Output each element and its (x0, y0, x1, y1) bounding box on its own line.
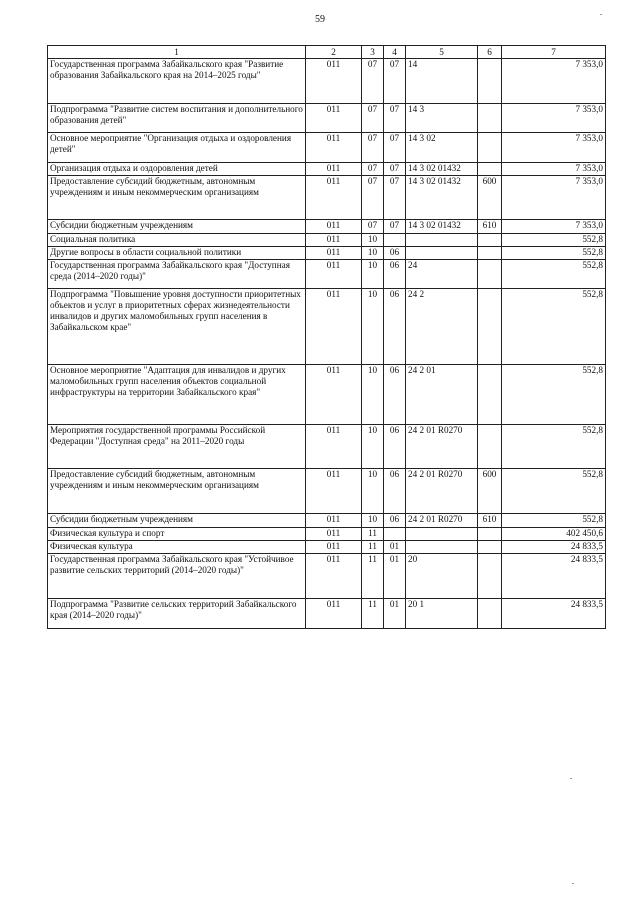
row-sum: 552,8 (502, 289, 606, 365)
table-row (48, 528, 606, 541)
row-admin-code: 011 (306, 469, 362, 514)
row-admin-code: 011 (306, 59, 362, 104)
row-expense-type: 600 (478, 469, 502, 514)
table-row (48, 163, 606, 176)
row-subsection-code: 07 (384, 59, 406, 104)
row-admin-code: 011 (306, 599, 362, 629)
row-admin-code: 011 (306, 104, 362, 133)
row-sum: 7 353,0 (502, 133, 606, 163)
row-section-code: 11 (362, 599, 384, 629)
row-admin-code: 011 (306, 220, 362, 234)
row-name: Предоставление субсидий бюджетным, автономным учреждениям и иным некоммерческим организациям (48, 469, 306, 514)
row-name: Мероприятия государственной программы Российской Федерации "Доступная среда" на 2011–2020 годы (48, 425, 306, 469)
row-expense-type: 600 (478, 176, 502, 220)
row-subsection-code: 06 (384, 365, 406, 425)
row-target-code: 24 2 01 (406, 365, 478, 425)
row-expense-type (478, 104, 502, 133)
row-target-code (406, 247, 478, 260)
row-expense-type (478, 599, 502, 629)
row-expense-type (478, 247, 502, 260)
row-sum: 552,8 (502, 514, 606, 528)
row-target-code: 14 (406, 59, 478, 104)
row-sum: 24 833,5 (502, 599, 606, 629)
row-subsection-code: 06 (384, 425, 406, 469)
row-sum: 7 353,0 (502, 59, 606, 104)
row-section-code: 07 (362, 104, 384, 133)
row-name: Субсидии бюджетным учреждениям (48, 514, 306, 528)
row-expense-type (478, 59, 502, 104)
row-expense-type (478, 528, 502, 541)
table-row (48, 469, 606, 514)
table-row (48, 541, 606, 554)
row-section-code: 07 (362, 59, 384, 104)
row-target-code: 20 (406, 554, 478, 599)
row-sum: 552,8 (502, 234, 606, 247)
row-subsection-code (384, 528, 406, 541)
row-section-code: 07 (362, 220, 384, 234)
row-name: Социальная политика (48, 234, 306, 247)
table-row (48, 289, 606, 365)
header-col-sum: 7 (502, 46, 606, 59)
page-number: 59 (315, 14, 325, 25)
row-section-code: 11 (362, 554, 384, 599)
row-subsection-code: 06 (384, 514, 406, 528)
row-target-code: 24 2 01 R0270 (406, 514, 478, 528)
row-admin-code: 011 (306, 163, 362, 176)
row-sum: 24 833,5 (502, 541, 606, 554)
row-subsection-code: 06 (384, 289, 406, 365)
row-target-code: 24 2 01 R0270 (406, 425, 478, 469)
row-sum: 552,8 (502, 425, 606, 469)
table-row (48, 554, 606, 599)
scan-dot-mark (570, 778, 572, 779)
row-section-code: 07 (362, 176, 384, 220)
row-admin-code: 011 (306, 289, 362, 365)
row-target-code: 20 1 (406, 599, 478, 629)
row-section-code: 10 (362, 469, 384, 514)
row-target-code (406, 234, 478, 247)
scan-dot-mark (572, 883, 574, 884)
table-row (48, 599, 606, 629)
row-subsection-code: 01 (384, 599, 406, 629)
table-row (48, 59, 606, 104)
row-section-code: 10 (362, 514, 384, 528)
row-name: Подпрограмма "Развитие сельских территорий Забайкальского края (2014–2020 годы)" (48, 599, 306, 629)
row-target-code: 14 3 02 01432 (406, 163, 478, 176)
header-col-subsection: 4 (384, 46, 406, 59)
table-row (48, 176, 606, 220)
row-admin-code: 011 (306, 234, 362, 247)
row-target-code: 14 3 02 01432 (406, 220, 478, 234)
row-expense-type (478, 541, 502, 554)
row-subsection-code: 01 (384, 541, 406, 554)
row-name: Основное мероприятие "Адаптация для инвалидов и других маломобильных групп населения объектов социальной инфраструктуры на территории Забайкальского края" (48, 365, 306, 425)
row-admin-code: 011 (306, 425, 362, 469)
row-expense-type (478, 554, 502, 599)
row-expense-type (478, 163, 502, 176)
header-col-expense-type: 6 (478, 46, 502, 59)
row-target-code: 14 3 02 (406, 133, 478, 163)
row-admin-code: 011 (306, 260, 362, 289)
row-subsection-code: 07 (384, 133, 406, 163)
row-expense-type: 610 (478, 220, 502, 234)
row-name: Организация отдыха и оздоровления детей (48, 163, 306, 176)
row-admin-code: 011 (306, 554, 362, 599)
row-sum: 7 353,0 (502, 163, 606, 176)
row-subsection-code (384, 234, 406, 247)
table-row (48, 133, 606, 163)
row-sum: 7 353,0 (502, 176, 606, 220)
row-name: Другие вопросы в области социальной политики (48, 247, 306, 260)
row-name: Основное мероприятие "Организация отдыха и оздоровления детей" (48, 133, 306, 163)
row-name: Подпрограмма "Развитие систем воспитания и дополнительного образования детей" (48, 104, 306, 133)
row-expense-type (478, 133, 502, 163)
row-section-code: 11 (362, 528, 384, 541)
row-target-code: 14 3 (406, 104, 478, 133)
table-row (48, 260, 606, 289)
row-section-code: 10 (362, 234, 384, 247)
row-name: Физическая культура и спорт (48, 528, 306, 541)
header-row (48, 46, 606, 59)
row-sum: 7 353,0 (502, 104, 606, 133)
row-admin-code: 011 (306, 247, 362, 260)
table-row (48, 514, 606, 528)
row-expense-type (478, 289, 502, 365)
row-expense-type (478, 234, 502, 247)
table-row (48, 425, 606, 469)
row-subsection-code: 06 (384, 469, 406, 514)
row-admin-code: 011 (306, 365, 362, 425)
row-sum: 552,8 (502, 247, 606, 260)
row-target-code: 24 (406, 260, 478, 289)
row-section-code: 10 (362, 247, 384, 260)
scan-dot-mark (600, 14, 602, 15)
table-row (48, 104, 606, 133)
row-admin-code: 011 (306, 176, 362, 220)
row-section-code: 07 (362, 133, 384, 163)
row-section-code: 07 (362, 163, 384, 176)
row-subsection-code: 01 (384, 554, 406, 599)
row-admin-code: 011 (306, 514, 362, 528)
row-expense-type: 610 (478, 514, 502, 528)
row-section-code: 11 (362, 541, 384, 554)
row-subsection-code: 07 (384, 163, 406, 176)
row-section-code: 10 (362, 260, 384, 289)
row-expense-type (478, 365, 502, 425)
table-row (48, 220, 606, 234)
row-target-code (406, 541, 478, 554)
row-target-code: 24 2 01 R0270 (406, 469, 478, 514)
row-name: Государственная программа Забайкальского края "Развитие образования Забайкальского края на 2014–2025 годы" (48, 59, 306, 104)
row-expense-type (478, 260, 502, 289)
row-admin-code: 011 (306, 133, 362, 163)
row-sum: 552,8 (502, 260, 606, 289)
row-subsection-code: 06 (384, 247, 406, 260)
table-row (48, 247, 606, 260)
header-col-target: 5 (406, 46, 478, 59)
row-admin-code: 011 (306, 541, 362, 554)
row-name: Государственная программа Забайкальского края "Доступная среда (2014–2020 годы)" (48, 260, 306, 289)
header-col-section: 3 (362, 46, 384, 59)
row-name: Предоставление субсидий бюджетным, автономным учреждениям и иным некоммерческим организациям (48, 176, 306, 220)
row-section-code: 10 (362, 289, 384, 365)
row-subsection-code: 07 (384, 220, 406, 234)
row-target-code: 14 3 02 01432 (406, 176, 478, 220)
row-sum: 552,8 (502, 365, 606, 425)
table-row (48, 234, 606, 247)
row-name: Подпрограмма "Повышение уровня доступности приоритетных объектов и услуг в приоритетных сферах жизнедеятельности инвалидов и других маломобильных групп населения в Забайкальском крае" (48, 289, 306, 365)
row-sum: 24 833,5 (502, 554, 606, 599)
row-subsection-code: 06 (384, 260, 406, 289)
row-target-code (406, 528, 478, 541)
row-subsection-code: 07 (384, 176, 406, 220)
row-admin-code: 011 (306, 528, 362, 541)
row-target-code: 24 2 (406, 289, 478, 365)
row-name: Субсидии бюджетным учреждениям (48, 220, 306, 234)
row-section-code: 10 (362, 425, 384, 469)
row-name: Физическая культура (48, 541, 306, 554)
header-col-name: 1 (48, 46, 306, 59)
row-expense-type (478, 425, 502, 469)
table-row (48, 365, 606, 425)
row-subsection-code: 07 (384, 104, 406, 133)
budget-table (47, 45, 606, 629)
row-name: Государственная программа Забайкальского края "Устойчивое развитие сельских территорий (2014–2020 годы)" (48, 554, 306, 599)
row-sum: 402 450,6 (502, 528, 606, 541)
row-sum: 7 353,0 (502, 220, 606, 234)
header-col-admin: 2 (306, 46, 362, 59)
row-sum: 552,8 (502, 469, 606, 514)
row-section-code: 10 (362, 365, 384, 425)
